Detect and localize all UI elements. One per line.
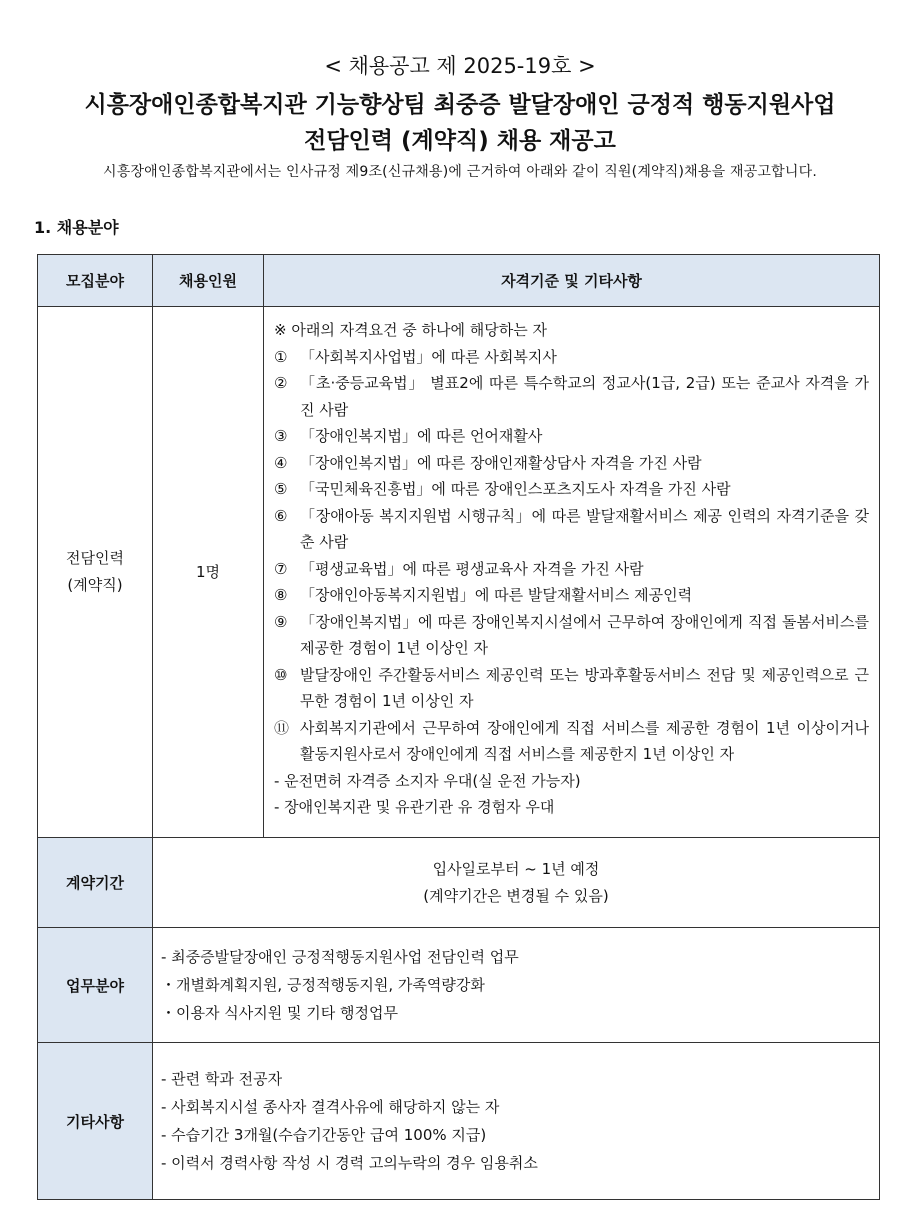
- column-header-headcount: 채용인원: [153, 255, 264, 307]
- qualification-item: [274, 450, 869, 477]
- duty-item: ・개별화계획지원, 긍정적행동지원, 가족역량강화: [161, 976, 485, 994]
- qualification-number: ⑦: [274, 559, 288, 578]
- qualification-number: ⑩: [274, 665, 288, 684]
- others-row: [38, 1043, 880, 1200]
- qualification-number: ⑥: [274, 506, 288, 525]
- qualification-text: 「국민체육진흥법」에 따른 장애인스포츠지도사 자격을 가진 사람: [300, 480, 731, 498]
- other-item: - 이력서 경력사항 작성 시 경력 고의누락의 경우 임용취소: [161, 1154, 538, 1172]
- qualification-text: 「평생교육법」에 따른 평생교육사 자격을 가진 사람: [300, 559, 644, 578]
- qualification-item: [274, 609, 869, 662]
- duties-label: 업무분야: [38, 928, 153, 1043]
- notice-number: < 채용공고 제 2025-19호 >: [324, 54, 596, 78]
- other-item: - 사회복지시설 종사자 결격사유에 해당하지 않는 자: [161, 1098, 500, 1116]
- contract-cell: [153, 838, 880, 928]
- document-title-line1: 시흥장애인종합복지관 기능향상팀 최중증 발달장애인 긍정적 행동지원사업: [84, 92, 836, 118]
- qualification-item: [274, 556, 869, 583]
- document-title-line2: 전담인력 (계약직) 채용 재공고: [304, 128, 616, 154]
- duties-row: [38, 928, 880, 1043]
- recruitment-table: [37, 254, 880, 1200]
- qualification-number: ①: [274, 347, 288, 366]
- others-cell: [153, 1043, 880, 1200]
- other-item: - 수습기간 3개월(수습기간동안 급여 100% 지급): [161, 1126, 487, 1144]
- others-label: 기타사항: [38, 1043, 153, 1200]
- qualification-number: ⑧: [274, 586, 288, 604]
- qualification-item: [274, 476, 869, 503]
- duty-item: ・이용자 식사지원 및 기타 행정업무: [161, 1004, 398, 1022]
- qualification-text: 발달장애인 주간활동서비스 제공인력 또는 방과후활동서비스 전담 및 제공인력으로 근무한 경험이 1년 이상인 자: [300, 665, 869, 710]
- qualification-text: 사회복지기관에서 근무하여 장애인에게 직접 서비스를 제공한 경험이 1년 이상이거나 활동지원사로서 장애인에게 직접 서비스를 제공한지 1년 이상인 자: [300, 718, 869, 763]
- contract-note: (계약기간은 변경될 수 있음): [423, 886, 609, 905]
- contract-label: 계약기간: [38, 838, 153, 928]
- qualification-item: [274, 582, 869, 609]
- qualification-number: ④: [274, 453, 288, 472]
- table-header-row: [38, 255, 880, 307]
- qualification-text: 「장애아동 복지지원법 시행규칙」에 따른 발달재활서비스 제공 인력의 자격기준을 갖춘 사람: [300, 506, 869, 551]
- qualification-number: ②: [274, 374, 288, 392]
- qualification-text: 「초·중등교육법」 별표2에 따른 특수학교의 정교사(1급, 2급) 또는 준교사 자격을 가진 사람: [300, 374, 869, 419]
- position-type: (계약직): [67, 576, 123, 594]
- qualification-item: [274, 662, 869, 715]
- qualification-text: 「장애인복지법」에 따른 장애인재활상담사 자격을 가진 사람: [300, 453, 702, 472]
- qualifications-cell: [264, 307, 880, 838]
- position-row: [38, 307, 880, 838]
- qualification-number: ⑨: [274, 612, 288, 631]
- column-header-qualifications: 자격기준 및 기타사항: [264, 255, 880, 307]
- other-item: - 관련 학과 전공자: [161, 1070, 283, 1088]
- position-name: 전담인력: [66, 549, 124, 567]
- contract-row: [38, 838, 880, 928]
- others-list: [161, 1065, 871, 1177]
- column-header-field: 모집분야: [38, 255, 153, 307]
- section-heading: 1. 채용분야: [34, 218, 119, 237]
- preference-list: [274, 768, 869, 821]
- qualification-item: [274, 344, 869, 371]
- qualification-item: [274, 715, 869, 768]
- qualification-item: [274, 503, 869, 556]
- qualification-item: [274, 370, 869, 423]
- headcount-cell: 1명: [153, 307, 264, 838]
- position-cell: [38, 307, 153, 838]
- qualification-list: [274, 344, 869, 768]
- qualification-number: ③: [274, 427, 288, 445]
- qualification-number: ⑪: [274, 718, 290, 737]
- qualification-number: ⑤: [274, 480, 288, 498]
- qualification-intro: ※ 아래의 자격요건 중 하나에 해당하는 자: [274, 321, 548, 339]
- qualification-text: 「장애인복지법」에 따른 언어재활사: [300, 427, 543, 445]
- qualification-text: 「장애인아동복지지원법」에 따른 발달재활서비스 제공인력: [300, 586, 693, 604]
- duties-cell: [153, 928, 880, 1043]
- duties-list: [161, 943, 871, 1027]
- intro-paragraph: 시흥장애인종합복지관에서는 인사규정 제9조(신규채용)에 근거하여 아래와 같이 직원(계약직)채용을 재공고합니다.: [103, 164, 817, 180]
- qualification-text: 「사회복지사업법」에 따른 사회복지사: [300, 347, 557, 366]
- duty-item: - 최중증발달장애인 긍정적행동지원사업 전담인력 업무: [161, 948, 519, 966]
- contract-period: 입사일로부터 ~ 1년 예정: [432, 859, 600, 878]
- qualification-text: 「장애인복지법」에 따른 장애인복지시설에서 근무하여 장애인에게 직접 돌봄서비스를 제공한 경험이 1년 이상인 자: [300, 612, 869, 657]
- qualification-item: [274, 423, 869, 450]
- preference-item: - 운전면허 자격증 소지자 우대(실 운전 가능자): [274, 771, 581, 790]
- preference-item: - 장애인복지관 및 유관기관 유 경험자 우대: [274, 798, 555, 816]
